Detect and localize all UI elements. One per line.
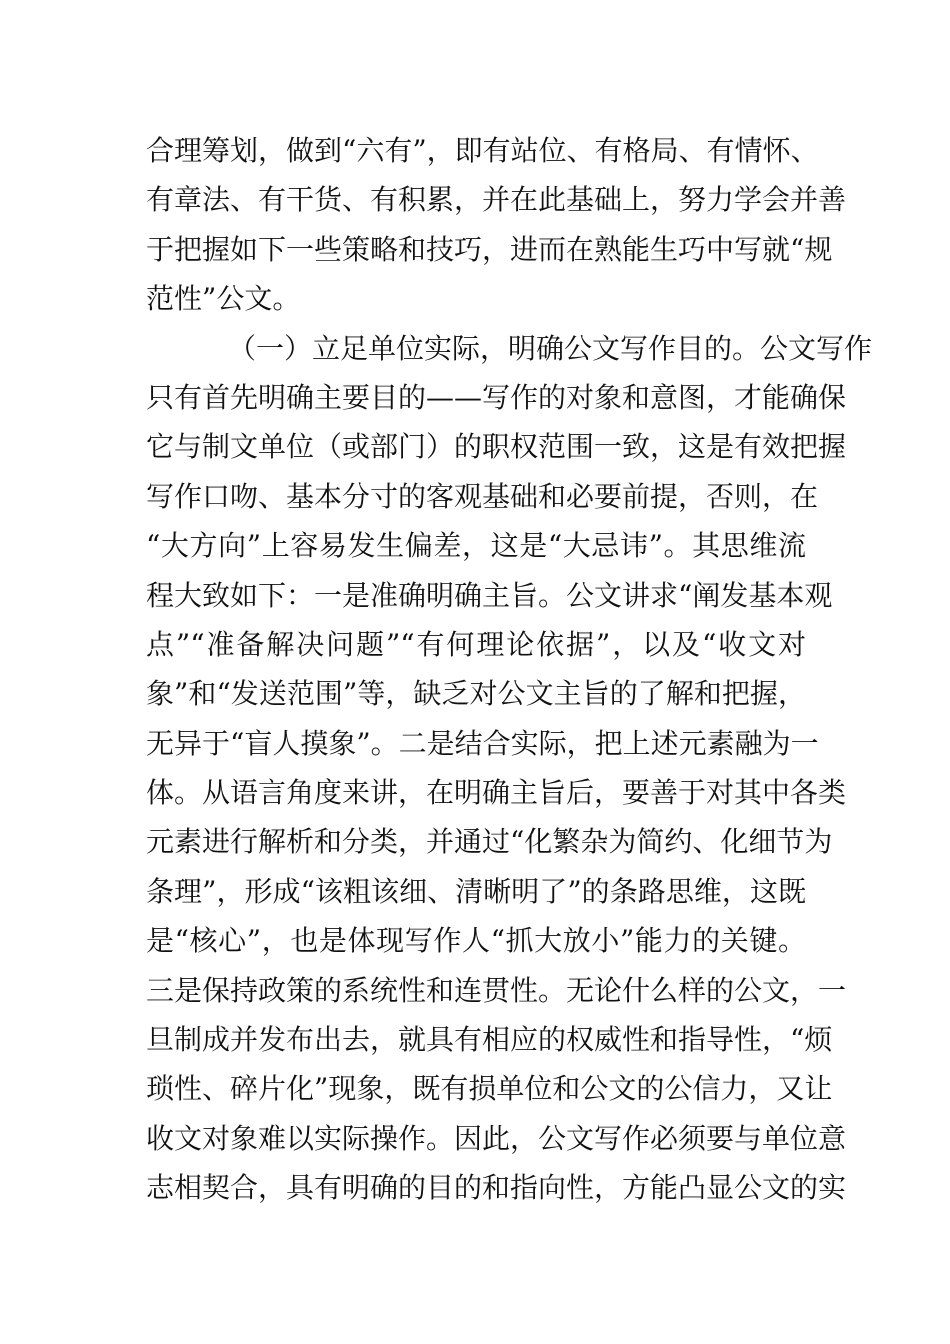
text-line: 有章法、有干货、有积累，并在此基础上，努力学会并善 (146, 183, 847, 217)
text-line: 收文对象难以实际操作。因此，公文写作必须要与单位意 (146, 1121, 847, 1155)
text-line: 琐性、碎片化”现象，既有损单位和公文的公信力，又让 (146, 1072, 833, 1106)
text-line: “大方向”上容易发生偏差，这是“大忌讳”。其思维流 (146, 529, 806, 563)
section-heading-line: （一）立足单位实际，明确公文写作目的。公文写作 (228, 331, 873, 365)
text-line: 三是保持政策的系统性和连贯性。无论什么样的公文，一 (146, 973, 847, 1007)
text-line: 是“核心”，也是体现写作人“抓大放小”能力的关键。 (146, 924, 806, 958)
text-line: 合理筹划，做到“六有”，即有站位、有格局、有情怀、 (146, 134, 819, 167)
text-line: 程大致如下：一是准确明确主旨。公文讲求“阐发基本观 (146, 578, 833, 612)
text-line: 于把握如下一些策略和技巧，进而在熟能生巧中写就“规 (146, 232, 833, 266)
text-line: 体。从语言角度来讲，在明确主旨后，要善于对其中各类 (146, 776, 847, 810)
text-line: 象”和“发送范围”等，缺乏对公文主旨的了解和把握， (146, 677, 806, 711)
body-text (146, 126, 873, 1213)
text-line: 范性”公文。 (146, 282, 301, 316)
text-line: 志相契合，具有明确的目的和指向性，方能凸显公文的实 (146, 1171, 847, 1205)
text-line: 只有首先明确主要目的——写作的对象和意图，才能确保 (146, 380, 847, 414)
text-line: 旦制成并发布出去，就具有相应的权威性和指导性，“烦 (146, 1023, 833, 1057)
text-line: 条理”，形成“该粗该细、清晰明了”的条路思维，这既 (146, 874, 806, 908)
text-line: 它与制文单位（或部门）的职权范围一致，这是有效把握 (146, 430, 847, 464)
text-line: 点”“准备解决问题”“有何理论依据”，以及“收文对 (146, 627, 806, 661)
text-line: 元素进行解析和分类，并通过“化繁杂为简约、化细节为 (146, 825, 833, 859)
text-line: 写作口吻、基本分寸的客观基础和必要前提，否则，在 (146, 479, 819, 513)
text-line: 无异于“盲人摸象”。二是结合实际，把上述元素融为一 (146, 726, 819, 760)
